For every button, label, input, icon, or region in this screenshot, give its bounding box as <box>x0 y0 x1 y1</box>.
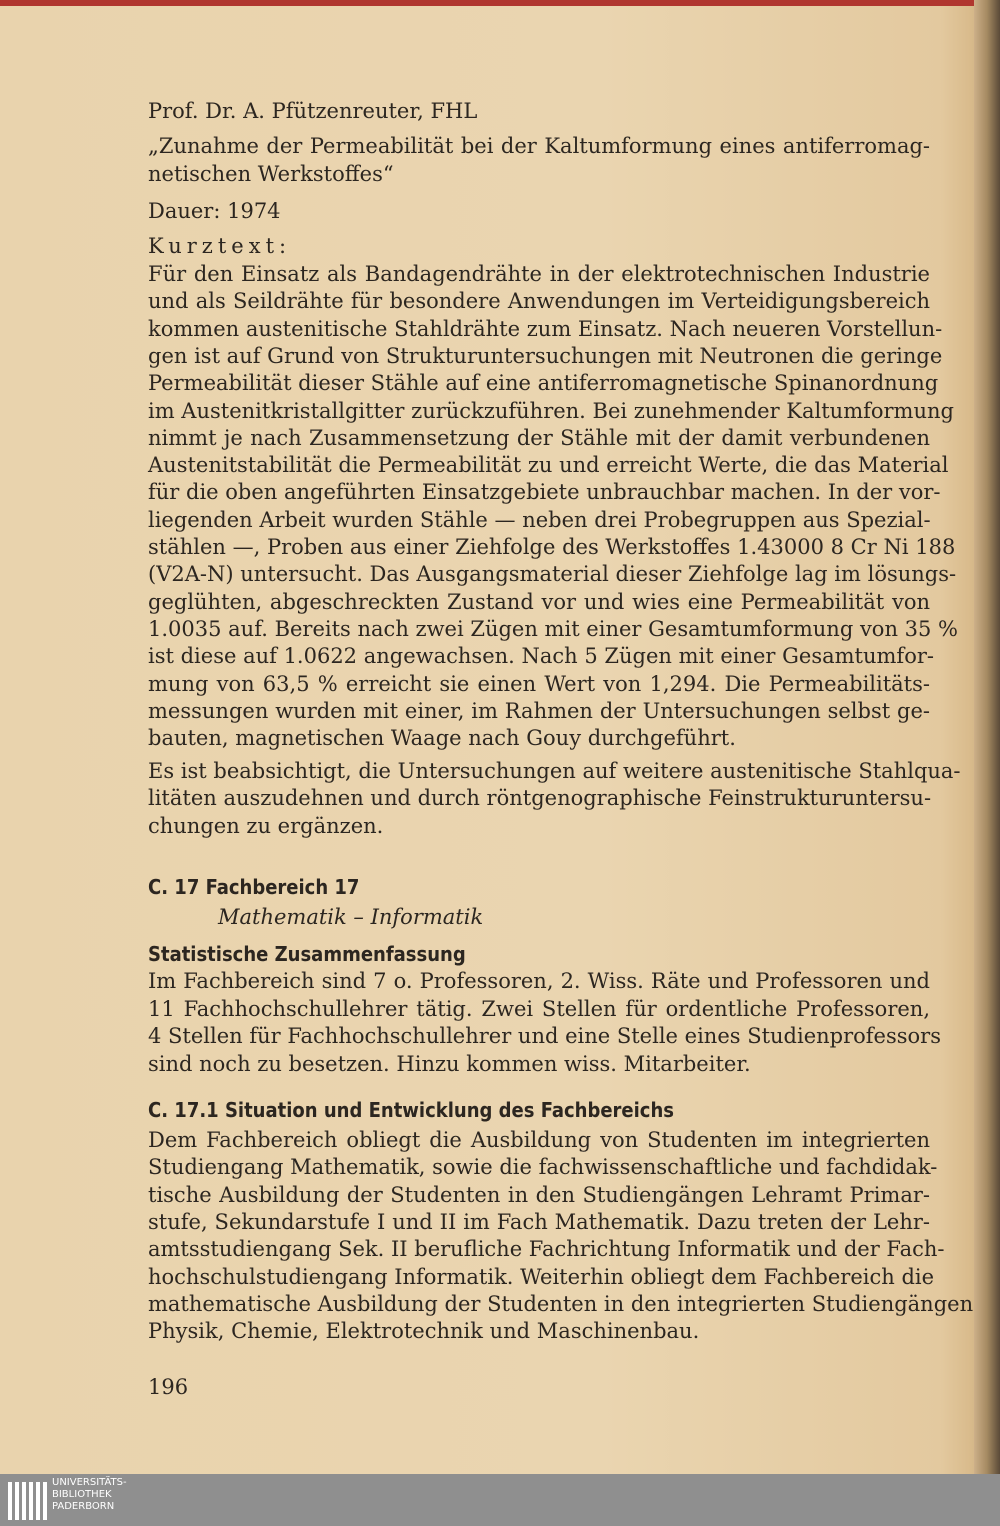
duration-line: Dauer: 1974 <box>148 199 281 223</box>
section-17-1-line: stufe, Sekundarstufe I und II im Fach Mathematik. Dazu treten der Lehr- <box>148 1209 930 1234</box>
abstract-line: nimmt je nach Zusammensetzung der Stähle mit der damit verbundenen <box>148 425 930 450</box>
abstract-line: ist diese auf 1.0622 angewachsen. Nach 5 Zügen mit einer Gesamtumfor- <box>148 644 934 669</box>
abstract-cont-line: chungen zu ergänzen. <box>148 813 384 838</box>
title-line-1: „Zunahme der Permeabilität bei der Kaltumformung eines antiferromag- <box>148 134 930 158</box>
page-number: 196 <box>148 1375 189 1399</box>
section-17-heading: C. 17 Fachbereich 17 <box>148 875 360 899</box>
abstract-line: und als Seildrähte für besondere Anwendungen im Verteidigungsbereich <box>148 289 930 314</box>
page-spine-edge <box>974 0 1000 1474</box>
logo-line-1: UNIVERSITÄTS- <box>52 1477 127 1488</box>
section-17-1-line: tische Ausbildung der Studenten in den Studiengängen Lehramt Primar- <box>148 1182 930 1207</box>
statistics-line: 4 Stellen für Fachhochschullehrer und eine Stelle eines Studienprofessors <box>148 1024 941 1048</box>
abstract-line: geglühten, abgeschreckten Zustand vor und wies eine Permeabilität von <box>148 589 930 614</box>
section-17-subtitle: Mathematik – Informatik <box>218 905 484 929</box>
statistics-heading: Statistische Zusammenfassung <box>148 942 466 966</box>
section-17-1-line: hochschulstudiengang Informatik. Weiterhin obliegt dem Fachbereich die <box>148 1264 935 1289</box>
page-top-edge <box>0 0 1000 6</box>
statistics-line: Im Fachbereich sind 7 o. Professoren, 2. Wiss. Räte und Professoren und <box>148 969 930 993</box>
logo-line-2: BIBLIOTHEK <box>52 1489 112 1500</box>
section-17-1-line: amtsstudiengang Sek. II berufliche Fachrichtung Informatik und der Fach- <box>148 1237 945 1262</box>
library-logo-text <box>52 1477 127 1513</box>
abstract-line: stählen —, Proben aus einer Ziehfolge des Werkstoffes 1.43000 8 Cr Ni 188 <box>148 535 956 559</box>
abstract-line: messungen wurden mit einer, im Rahmen der Untersuchungen selbst ge- <box>148 698 930 723</box>
abstract-line: gen ist auf Grund von Strukturuntersuchungen mit Neutronen die geringe <box>148 343 943 368</box>
abstract-line: (V2A-N) untersucht. Das Ausgangsmaterial dieser Ziehfolge lag im lösungs- <box>148 562 957 587</box>
abstract-line: bauten, magnetischen Waage nach Gouy durchgeführt. <box>148 726 736 751</box>
abstract-line: kommen austenitische Stahldrähte zum Einsatz. Nach neueren Vorstellun- <box>148 316 943 341</box>
statistics-line: sind noch zu besetzen. Hinzu kommen wiss. Mitarbeiter. <box>148 1051 751 1076</box>
library-logo-icon <box>6 1478 48 1522</box>
section-17-1-line: Studiengang Mathematik, sowie die fachwissenschaftliche und fachdidak- <box>148 1155 938 1180</box>
abstract-line: Permeabilität dieser Stähle auf eine antiferromagnetische Spinanordnung <box>148 371 939 396</box>
logo-line-3: PADERBORN <box>52 1501 115 1512</box>
statistics-line: 11 Fachhochschullehrer tätig. Zwei Stellen für ordentliche Professoren, <box>148 996 930 1021</box>
author-line: Prof. Dr. A. Pfützenreuter, FHL <box>148 99 478 123</box>
abstract-cont-line: litäten auszudehnen und durch röntgenographische Feinstrukturuntersu- <box>148 786 932 811</box>
section-17-1-line: Dem Fachbereich obliegt die Ausbildung von Studenten im integrierten <box>148 1128 930 1152</box>
abstract-cont-line: Es ist beabsichtigt, die Untersuchungen auf weitere austenitische Stahlqua- <box>148 759 961 783</box>
abstract-line: Für den Einsatz als Bandagendrähte in der elektrotechnischen Industrie <box>148 262 930 286</box>
section-17-1-line: mathematische Ausbildung der Studenten in den integrierten Studiengängen <box>148 1291 974 1316</box>
library-footer <box>0 1474 1000 1526</box>
abstract-line: Austenitstabilität die Permeabilität zu und erreicht Werte, die das Material <box>148 453 949 478</box>
section-17-1-line: Physik, Chemie, Elektrotechnik und Maschinenbau. <box>148 1319 700 1344</box>
kurztext-label: Kurztext: <box>148 234 292 258</box>
title-line-2: netischen Werkstoffes“ <box>148 162 394 186</box>
abstract-line: mung von 63,5 % erreicht sie einen Wert von 1,294. Die Permeabilitäts- <box>148 671 930 696</box>
abstract-line: im Austenitkristallgitter zurückzuführen. Bei zunehmender Kaltumformung <box>148 398 954 423</box>
abstract-line: liegenden Arbeit wurden Stähle — neben drei Probegruppen aus Spezial- <box>148 507 931 532</box>
section-17-1-heading: C. 17.1 Situation und Entwicklung des Fachbereichs <box>148 1098 674 1122</box>
abstract-line: 1.0035 auf. Bereits nach zwei Zügen mit einer Gesamtumformung von 35 % <box>148 616 958 641</box>
abstract-line: für die oben angeführten Einsatzgebiete unbrauchbar machen. In der vor- <box>148 480 941 505</box>
